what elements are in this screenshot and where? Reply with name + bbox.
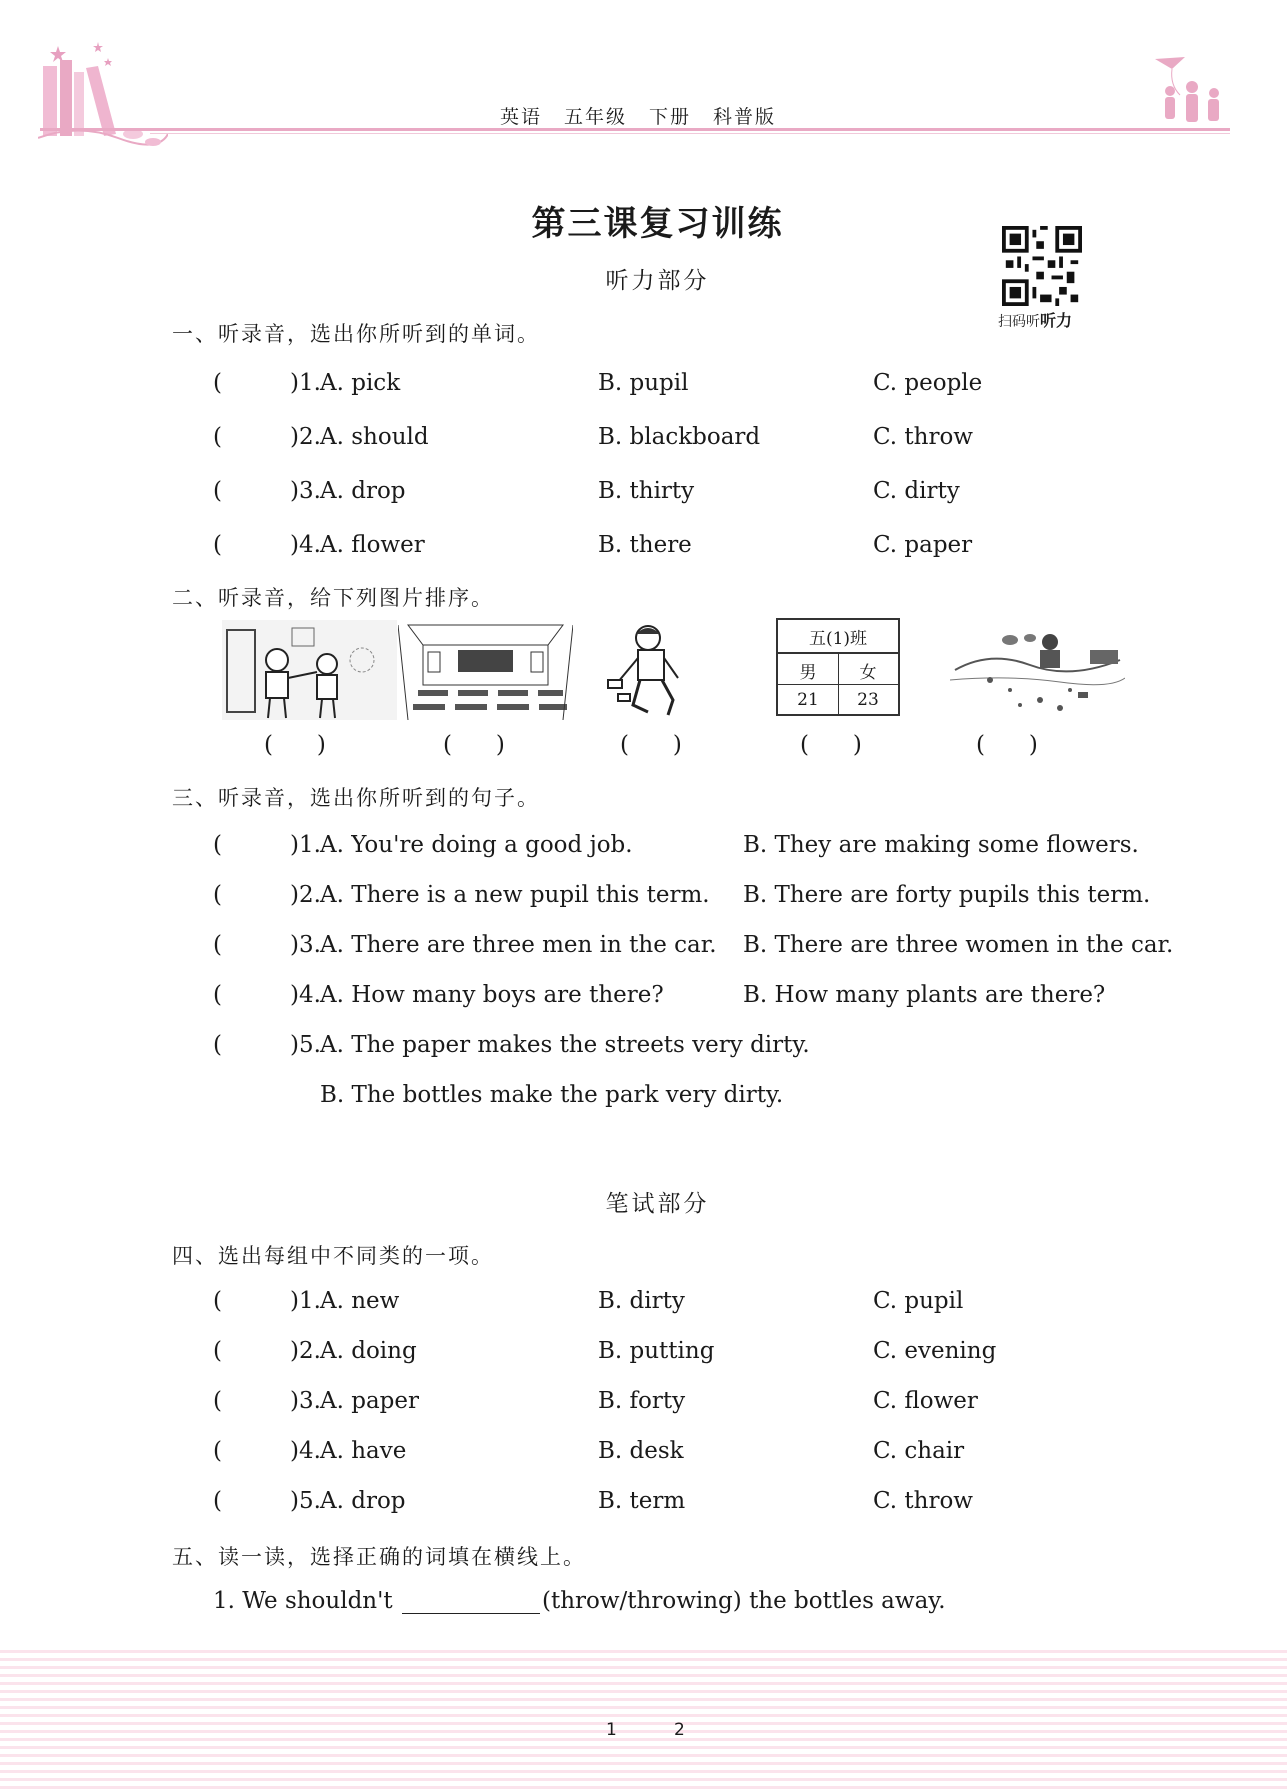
class-table-boys-count: 21 [797,690,819,710]
page-title: 第三课复习训练 [531,204,784,244]
question-number: )2. [290,882,321,908]
option-b: B. dirty [598,1288,685,1314]
option-c: C. paper [873,532,973,558]
s5-question-1 [213,1588,946,1618]
option-c: C. people [873,370,983,396]
option-a: A. paper [320,1388,419,1414]
option-b: B. blackboard [598,424,761,450]
option-b: B. pupil [598,370,689,396]
answer-blank[interactable]: ( [213,1388,222,1414]
answer-blank[interactable]: ( [213,932,222,958]
option-a: A. There is a new pupil this term. [320,882,710,908]
question-number: )1. [290,1288,321,1314]
option-a: A. should [320,424,429,450]
picture-kids-pointing [222,620,397,720]
option-a: A. The paper makes the streets very dirty. [320,1032,810,1058]
question-number: )2. [290,1338,321,1364]
option-a: A. doing [320,1338,417,1364]
question-number: )4. [290,1438,321,1464]
option-b: B. term [598,1488,686,1514]
page-number-right: 2 [674,1720,685,1740]
header-subject: 英语 [500,106,543,128]
question-number: )5. [290,1488,321,1514]
answer-blank[interactable]: ( [213,832,222,858]
option-b: B. there [598,532,692,558]
picture-5-blank[interactable]: ( ) [976,732,1038,758]
option-a: A. How many boys are there? [320,982,664,1008]
option-b: B. thirty [598,478,695,504]
answer-blank[interactable]: ( [213,982,222,1008]
option-c: C. pupil [873,1288,964,1314]
answer-blank[interactable]: ( [213,1488,222,1514]
option-b: B. How many plants are there? [743,982,1106,1008]
class-table [776,618,900,716]
question-number: )3. [290,478,321,504]
listening-section-title: 听力部分 [605,268,710,294]
option-b: B. There are three women in the car. [743,932,1174,958]
picture-classroom [398,620,573,720]
fill-in-blank[interactable] [402,1591,540,1614]
section4-heading: 四、选出每组中不同类的一项。 [172,1244,494,1268]
question-number: )5. [290,1032,321,1058]
option-b: B. forty [598,1388,686,1414]
option-c: C. flower [873,1388,978,1414]
answer-blank[interactable]: ( [213,1032,222,1058]
class-table-girls-count: 23 [857,690,879,710]
option-c: C. evening [873,1338,997,1364]
picture-man-picking-bottle [578,620,753,720]
answer-blank[interactable]: ( [213,1288,222,1314]
option-c: C. dirty [873,478,960,504]
option-b: B. The bottles make the park very dirty. [320,1082,784,1108]
section5-heading: 五、读一读，选择正确的词填在横线上。 [172,1545,586,1569]
footer-stripes [0,1648,1287,1789]
answer-blank[interactable]: ( [213,532,222,558]
class-table-title: 五(1)班 [808,629,868,649]
header-book-info [500,102,798,129]
option-a: A. have [320,1438,407,1464]
header-children-kite-decoration [1150,55,1230,133]
option-c: C. throw [873,424,973,450]
question-number: )1. [290,370,321,396]
writing-section-title: 笔试部分 [605,1191,710,1217]
option-b: B. There are forty pupils this term. [743,882,1151,908]
header-edition: 科普版 [713,106,777,128]
sentence-end: (throw/throwing) the bottles away. [542,1588,946,1614]
section2-heading: 二、听录音，给下列图片排序。 [172,586,494,610]
question-number: )4. [290,532,321,558]
answer-blank[interactable]: ( [213,424,222,450]
qr-label [998,308,1072,331]
option-a: A. flower [320,532,425,558]
option-a: A. There are three men in the car. [320,932,717,958]
picture-park-litter [950,620,1125,720]
page-number-left: 1 [606,1720,617,1740]
option-a: A. drop [320,1488,406,1514]
picture-2-blank[interactable]: ( ) [443,732,505,758]
class-table-boy: 男 [799,663,817,683]
picture-3-blank[interactable]: ( ) [620,732,682,758]
qr-label-prefix: 扫码听 [998,314,1040,330]
question-number: )3. [290,932,321,958]
question-number: )2. [290,424,321,450]
sentence-start: 1. We shouldn't [213,1588,393,1614]
option-b: B. putting [598,1338,715,1364]
option-c: C. throw [873,1488,973,1514]
question-number: )1. [290,832,321,858]
section1-heading: 一、听录音，选出你所听到的单词。 [172,322,540,346]
header-volume: 下册 [649,106,692,128]
option-a: A. You're doing a good job. [320,832,633,858]
header-grade: 五年级 [564,106,628,128]
answer-blank[interactable]: ( [213,882,222,908]
option-c: C. chair [873,1438,965,1464]
option-b: B. They are making some flowers. [743,832,1139,858]
picture-4-blank[interactable]: ( ) [800,732,862,758]
answer-blank[interactable]: ( [213,478,222,504]
answer-blank[interactable]: ( [213,1338,222,1364]
class-table-girl: 女 [859,663,877,683]
qr-label-suffix: 听力 [1040,311,1073,330]
section3-heading: 三、听录音，选出你所听到的句子。 [172,786,540,810]
option-a: A. drop [320,478,406,504]
option-a: A. pick [320,370,401,396]
picture-1-blank[interactable]: ( ) [264,732,326,758]
option-a: A. new [320,1288,400,1314]
header-logo-decoration [38,38,168,153]
answer-blank[interactable]: ( [213,1438,222,1464]
option-b: B. desk [598,1438,684,1464]
question-number: )4. [290,982,321,1008]
question-number: )3. [290,1388,321,1414]
header-rule-thin [150,133,1230,134]
answer-blank[interactable]: ( [213,370,222,396]
